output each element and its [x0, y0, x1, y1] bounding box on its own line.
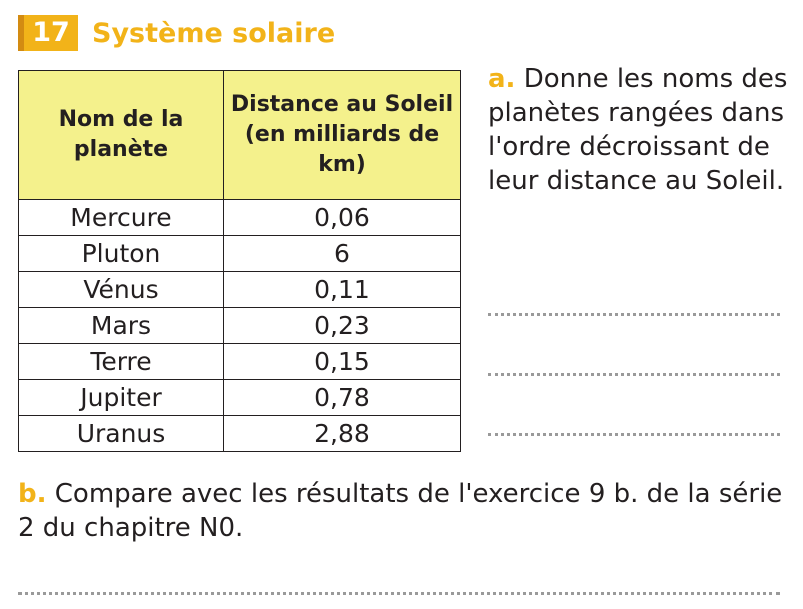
planet-distance: 0,11	[224, 272, 461, 308]
answer-line-a-1[interactable]	[488, 313, 780, 316]
table-row	[19, 200, 461, 236]
question-b-letter: b.	[18, 479, 47, 509]
planet-name: Uranus	[19, 416, 224, 452]
planet-name: Mars	[19, 308, 224, 344]
table-row	[19, 380, 461, 416]
table-row	[19, 308, 461, 344]
planet-name: Pluton	[19, 236, 224, 272]
planet-distance: 6	[224, 236, 461, 272]
answer-line-a-2[interactable]	[488, 373, 780, 376]
answer-line-a-3[interactable]	[488, 433, 780, 436]
answer-line-b-1[interactable]	[18, 592, 780, 595]
exercise-number: 17	[32, 17, 70, 48]
planet-name: Vénus	[19, 272, 224, 308]
exercise-number-badge	[18, 15, 78, 53]
exercise-title: Système solaire	[92, 18, 336, 49]
planet-distance-table	[18, 70, 461, 452]
planet-distance: 0,06	[224, 200, 461, 236]
table-row	[19, 236, 461, 272]
table-row	[19, 272, 461, 308]
planet-distance: 2,88	[224, 416, 461, 452]
question-b	[18, 477, 793, 545]
planet-distance: 0,78	[224, 380, 461, 416]
column-header-distance: Distance au Soleil (en milliards de km)	[224, 71, 461, 200]
table-row	[19, 344, 461, 380]
question-a-text: Donne les noms des planètes rangées dans l'ordre décroissant de leur distance au Soleil.	[488, 64, 788, 196]
planet-distance: 0,15	[224, 344, 461, 380]
table-row	[19, 416, 461, 452]
column-header-planet: Nom de la planète	[19, 71, 224, 200]
planet-name: Jupiter	[19, 380, 224, 416]
question-a	[488, 62, 788, 198]
planet-distance: 0,23	[224, 308, 461, 344]
planet-name: Mercure	[19, 200, 224, 236]
question-b-text: Compare avec les résultats de l'exercice 9 b. de la série 2 du chapitre N0.	[18, 479, 783, 543]
planet-name: Terre	[19, 344, 224, 380]
question-a-letter: a.	[488, 64, 516, 94]
exercise-header	[18, 14, 335, 54]
